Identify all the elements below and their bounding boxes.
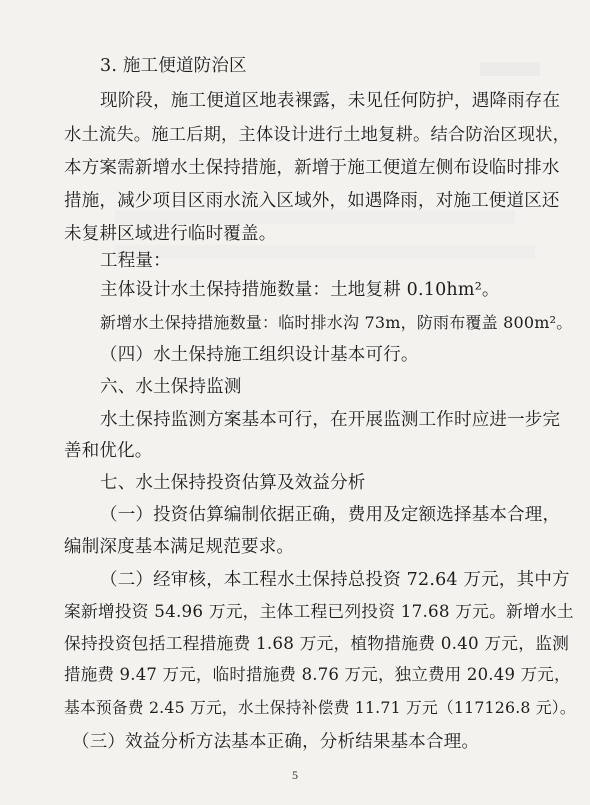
- bleed-through-artifact: [480, 62, 540, 76]
- paragraph-line: （四）水土保持施工组织设计基本可行。: [100, 345, 419, 365]
- paragraph-line: 保持投资包括工程措施费 1.68 万元，植物措施费 0.40 万元，监测: [64, 633, 570, 653]
- paragraph-line: 善和优化。: [64, 441, 153, 461]
- section-heading: 六、水土保持监测: [100, 377, 242, 397]
- paragraph-line: 新增水土保持措施数量：临时排水沟 73m，防雨布覆盖 800m²。: [100, 313, 573, 332]
- paragraph-line: 本方案需新增水土保持措施，新增于施工便道左侧布设临时排水: [64, 158, 560, 178]
- bleed-through-artifact: [115, 210, 515, 224]
- paragraph-line: 未复耕区域进行临时覆盖。: [64, 224, 277, 244]
- paragraph-line: 基本预备费 2.45 万元，水土保持补偿费 11.71 万元（117126.8 元）。: [64, 698, 576, 717]
- paragraph-line: 措施，减少项目区雨水流入区域外，如遇降雨，对施工便道区还: [64, 191, 560, 211]
- paragraph-line: 编制深度基本满足规范要求。: [64, 537, 295, 557]
- section-heading: 七、水土保持投资估算及效益分析: [100, 473, 366, 493]
- subheading: 工程量：: [100, 251, 171, 271]
- paragraph-line: 水土保持监测方案基本可行，在开展监测工作时应进一步完: [100, 410, 561, 430]
- paragraph-line: 措施费 9.47 万元，临时措施费 8.76 万元，独立费用 20.49 万元，: [64, 665, 571, 684]
- paragraph-line: （一）投资估算编制依据正确，费用及定额选择基本合理，: [100, 505, 561, 525]
- paragraph-line: 案新增投资 54.96 万元，主体工程已列投资 17.68 万元。新增水土: [64, 601, 574, 621]
- paragraph-line: （三）效益分析方法基本正确，分析结果基本合理。: [72, 732, 480, 752]
- paragraph-line: 主体设计水土保持措施数量：土地复耕 0.10hm²。: [100, 280, 500, 300]
- paragraph-line: 现阶段，施工便道区地表裸露，未见任何防护，遇降雨存在: [100, 91, 561, 111]
- section-heading: 3. 施工便道防治区: [100, 56, 247, 76]
- paragraph-line: 水土流失。施工后期，主体设计进行土地复耕。结合防治区现状，: [64, 125, 571, 145]
- paragraph-line: （二）经审核，本工程水土保持总投资 72.64 万元，其中方: [100, 570, 570, 590]
- bleed-through-artifact: [115, 245, 535, 259]
- page-number: 5: [292, 768, 298, 782]
